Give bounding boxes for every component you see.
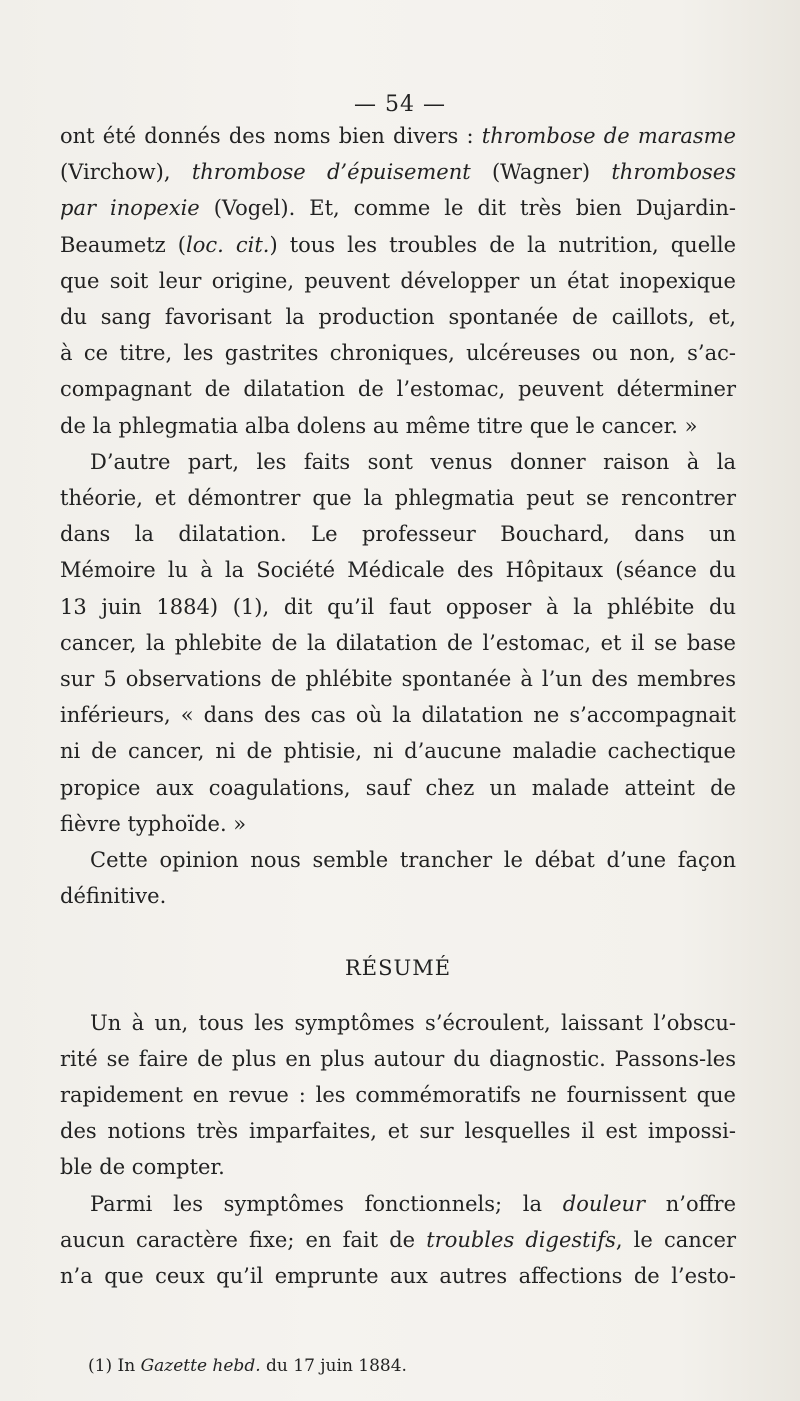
- body-text: [60, 118, 736, 1294]
- text-line: Mémoire lu à la Société Médicale des Hôpitaux (séance du: [60, 558, 736, 583]
- text-run: Parmi les symptômes fonctionnels; la: [90, 1191, 563, 1216]
- text-run: (1) In: [88, 1356, 141, 1376]
- text-line: [60, 190, 736, 226]
- text-line: Cette opinion nous semble trancher le débat d’une façon: [90, 848, 736, 873]
- text-line: n’a que ceux qu’il emprunte aux autres affections de l’esto-: [60, 1264, 736, 1289]
- text-line: [60, 1186, 736, 1222]
- text-run: du 17 juin 1884.: [260, 1356, 407, 1376]
- text-line: à ce titre, les gastrites chroniques, ulcéreuses ou non, s’ac-: [60, 341, 736, 366]
- text-line: [60, 1222, 736, 1258]
- text-line: [60, 154, 736, 190]
- italic-term: par inopexie: [60, 196, 200, 221]
- text-line: ble de compter.: [60, 1155, 225, 1180]
- text-run: Beaumetz (: [60, 232, 187, 257]
- section-heading: RÉSUMÉ: [344, 956, 452, 981]
- text-line: définitive.: [60, 884, 167, 909]
- text-line: D’autre part, les faits sont venus donner raison à la: [90, 449, 736, 474]
- text-line: que soit leur origine, peuvent développer un état inopexique: [60, 268, 736, 293]
- page-number: — 54 —: [354, 92, 446, 117]
- text-line: 13 juin 1884) (1), dit qu’il faut opposer à la phlébite du: [60, 594, 736, 619]
- text-run: ) tous les troubles de la nutrition, quelle: [269, 232, 736, 257]
- text-line: de la phlegmatia alba dolens au même titre que le cancer. »: [60, 413, 698, 438]
- italic-term: douleur: [562, 1191, 646, 1216]
- text-line: [60, 227, 736, 263]
- italic-term: thrombose d’épuisement: [191, 160, 471, 185]
- text-line: propice aux coagulations, sauf chez un malade atteint de: [60, 775, 736, 800]
- text-line: des notions très imparfaites, et sur lesquelles il est impossi-: [60, 1119, 736, 1144]
- text-run: (Wagner): [470, 160, 612, 185]
- text-line: dans la dilatation. Le professeur Bouchard, dans un: [60, 522, 736, 547]
- italic-term: loc. cit.: [186, 232, 270, 257]
- text-line: du sang favorisant la production spontanée de caillots, et,: [60, 305, 736, 330]
- italic-term: thromboses: [611, 160, 736, 185]
- text-line: théorie, et démontrer que la phlegmatia peut se rencontrer: [60, 486, 736, 511]
- italic-term: troubles digestifs: [426, 1227, 616, 1252]
- text-run: n’offre: [645, 1191, 737, 1216]
- text-run: ont été donnés des noms bien divers :: [60, 124, 482, 148]
- text-line: rité se faire de plus en plus autour du diagnostic. Passons-les: [60, 1046, 736, 1071]
- text-run: aucun caractère fixe; en fait de: [60, 1227, 427, 1252]
- text-line: rapidement en revue : les commémoratifs ne fournissent que: [60, 1083, 736, 1108]
- text-line: sur 5 observations de phlébite spontanée à l’un des membres: [60, 667, 736, 692]
- text-line: inférieurs, « dans des cas où la dilatation ne s’accompagnait: [60, 703, 736, 728]
- text-line: cancer, la phlebite de la dilatation de l’estomac, et il se base: [60, 630, 736, 655]
- text-line: ni de cancer, ni de phtisie, ni d’aucune maladie cachectique: [60, 739, 736, 764]
- text-run: , le cancer: [615, 1227, 736, 1252]
- text-run: (Virchow),: [60, 160, 192, 185]
- text-run: (Vogel). Et, comme le dit très bien Dujardin-: [199, 196, 737, 221]
- text-line: [60, 118, 736, 154]
- text-line: compagnant de dilatation de l’estomac, peuvent déterminer: [60, 377, 736, 402]
- italic-term: thrombose de marasme: [481, 124, 736, 148]
- footnote: [88, 1356, 407, 1376]
- italic-term: Gazette hebd.: [140, 1356, 261, 1376]
- text-line: Un à un, tous les symptômes s’écroulent, laissant l’obscu-: [90, 1010, 736, 1035]
- text-line: fièvre typhoïde. »: [60, 811, 247, 836]
